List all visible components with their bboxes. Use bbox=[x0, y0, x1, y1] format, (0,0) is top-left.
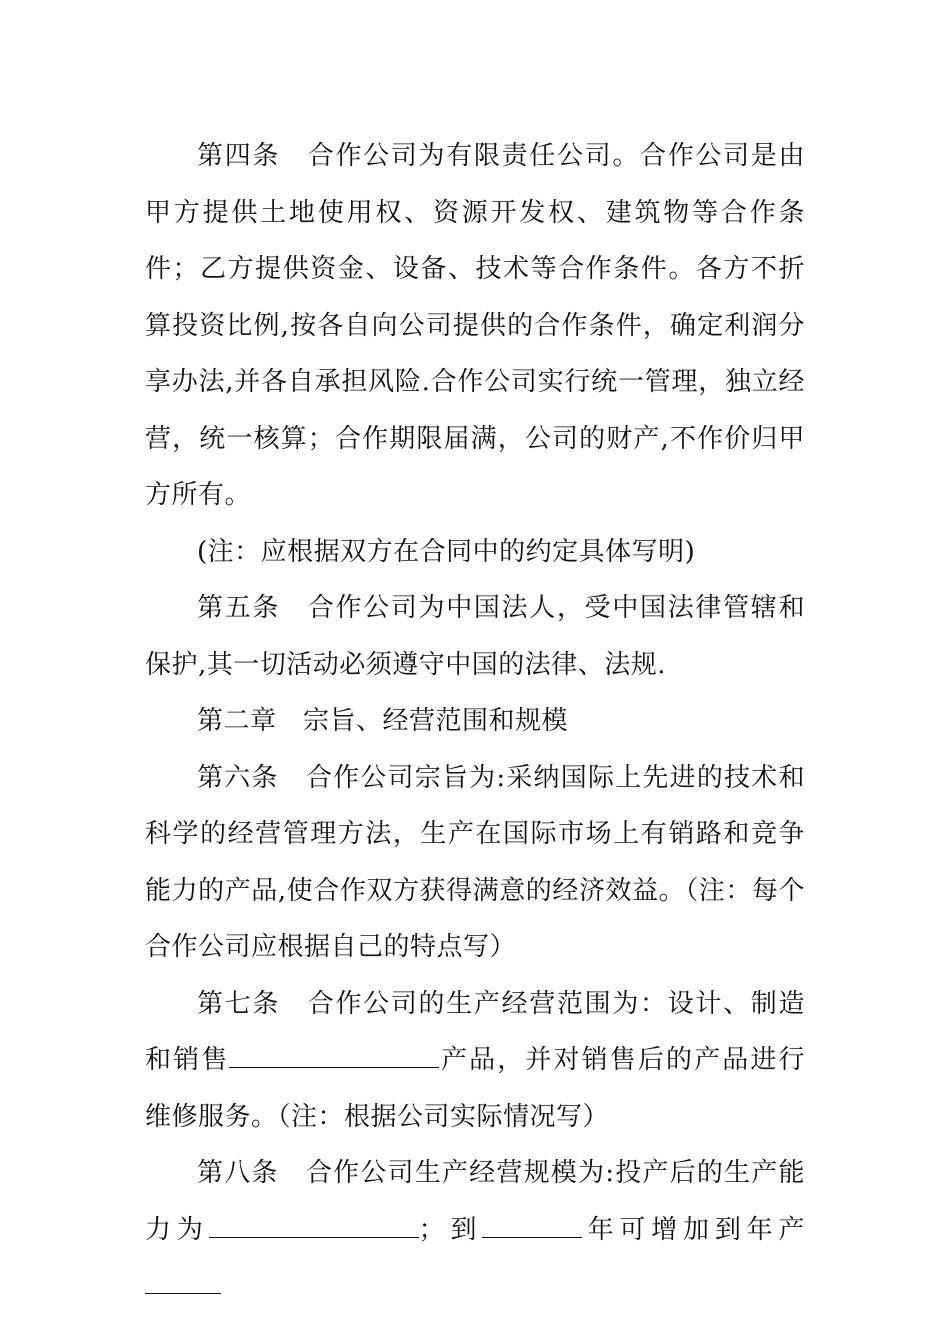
article-5-paragraph: 第五条 合作公司为中国法人，受中国法律管辖和保护,其一切活动必须遵守中国的法律、法规. bbox=[145, 593, 805, 680]
chapter-2-heading: 第二章 宗旨、经营范围和规模 bbox=[197, 706, 569, 736]
article-8-text-end: 年可增加到年产 bbox=[582, 1214, 805, 1245]
article-7-paragraph bbox=[145, 976, 805, 1146]
article-8-paragraph bbox=[145, 1145, 805, 1315]
document-body bbox=[145, 128, 805, 1315]
article-7-text-start: 第七条 合作公司的生产经营范围为：设计、制造和销售 bbox=[145, 988, 805, 1075]
article-4-note: (注：应根据双方在合同中的约定具体写明) bbox=[197, 536, 696, 567]
product-fill-blank bbox=[229, 1045, 439, 1068]
article-8-text-mid: ；到 bbox=[418, 1214, 483, 1245]
article-8-text-start: 第八条 合作公司生产经营规模为:投产后的生产能力为 bbox=[145, 1158, 805, 1245]
year-fill-blank bbox=[482, 1215, 582, 1238]
article-6-paragraph: 第六条 合作公司宗旨为:采纳国际上先进的技术和科学的经营管理方法，生产在国际市场上有销路和竞争能力的产品,使合作双方获得满意的经济效益。（注：每个合作公司应根据自己的特点写） bbox=[145, 762, 805, 962]
article-4-paragraph: 第四条 合作公司为有限责任公司。合作公司是由甲方提供土地使用权、资源开发权、建筑物等合作条件；乙方提供资金、设备、技术等合作条件。各方不折算投资比例,按各自向公司提供的合作条件，确定利润分享办法,并各自承担风险.合作公司实行统一管理，独立经营，统一核算；合作期限届满，公司的财产,不作价归甲方所有。 bbox=[145, 141, 805, 510]
capacity-fill-blank bbox=[209, 1215, 419, 1238]
article-7-text-end: 产品，并对销售后的产品进行维修服务。（注：根据公司实际情况写） bbox=[145, 1045, 805, 1132]
annual-output-fill-blank bbox=[145, 1271, 221, 1294]
